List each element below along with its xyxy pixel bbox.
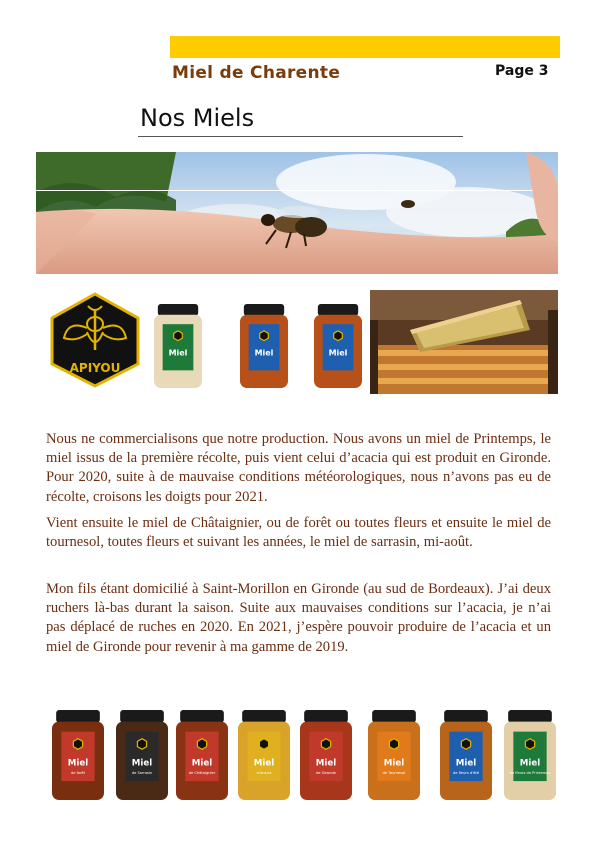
jar-lid xyxy=(318,304,358,316)
jar-lid xyxy=(444,710,488,723)
jar-hex-icon xyxy=(174,331,183,341)
jar-lid xyxy=(180,710,224,723)
honey-jar xyxy=(368,710,420,800)
jar-brand: Miel xyxy=(131,758,153,769)
jar-variety: de fleurs de Printemps xyxy=(509,771,551,776)
jar-hex-icon xyxy=(461,739,470,750)
section-title: Nos Miels xyxy=(140,104,255,132)
jar-brand: Miel xyxy=(455,758,477,769)
paragraph-gironde: Mon fils étant domicilié à Saint-Morillon en Gironde (au sud de Bordeaux). J’ai deux ruchers là-bas durant la saison. Suite aux mauvaises conditions sur l’acacia, je n’ai pas déplacé de ruches en 2020. En 2021, j’espère pouvoir produire de l’acacia et un miel de Gironde pour revenir à ma gamme de 2019. xyxy=(46,581,551,655)
jar-hex-icon xyxy=(334,331,343,341)
jar-lid xyxy=(120,710,164,723)
honey-jar xyxy=(116,710,168,800)
honey-jar xyxy=(440,710,492,800)
honey-jar xyxy=(314,304,362,388)
jar-lid xyxy=(372,710,416,723)
jar-brand: Miel xyxy=(328,348,348,358)
honey-jar xyxy=(238,710,290,800)
jar-lid xyxy=(508,710,552,723)
jar-brand: Miel xyxy=(383,758,405,769)
bee-on-finger-photo xyxy=(36,152,558,274)
honey-jar xyxy=(176,710,228,800)
jar-lid xyxy=(304,710,348,723)
honey-jar xyxy=(240,304,288,388)
paragraph-varieties: Vient ensuite le miel de Châtaignier, ou de forêt ou toutes fleurs et ensuite le miel de tournesol, toutes fleurs et suivant les années, le miel de sarrasin, mi-août. xyxy=(46,515,551,551)
jar-lid xyxy=(242,710,286,723)
jar-lid xyxy=(244,304,284,316)
title-underline xyxy=(138,136,463,137)
jar-brand: Miel xyxy=(253,758,275,769)
jar-hex-icon xyxy=(137,739,146,750)
page-number: Page 3 xyxy=(495,63,549,79)
jar-variety: de Sarrasin xyxy=(131,771,153,776)
jar-variety: de Tournesol xyxy=(382,771,406,776)
jar-hex-icon xyxy=(525,739,534,750)
jar-hex-icon xyxy=(73,739,82,750)
jar-variety: de fleurs d'été xyxy=(453,771,479,776)
header-title: Miel de Charente xyxy=(172,63,341,83)
jar-brand: Miel xyxy=(519,758,541,769)
honey-jar xyxy=(154,304,202,388)
jar-hex-icon xyxy=(197,739,206,750)
jar-brand: Miel xyxy=(254,348,274,358)
honey-jar xyxy=(504,710,556,800)
jar-variety: de Châtaignier xyxy=(188,771,216,776)
jar-brand: Miel xyxy=(67,758,89,769)
header-accent-bar xyxy=(170,36,560,58)
jar-hex-icon xyxy=(260,331,269,341)
jar-hex-icon xyxy=(389,739,398,750)
jar-variety: de forêt xyxy=(70,771,86,776)
honey-jar xyxy=(52,710,104,800)
jar-variety: de Gironde xyxy=(316,771,336,776)
paragraph-production: Nous ne commercialisons que notre production. Nous avons un miel de Printemps, le miel issus de la première récolte, puis vient celui d’acacia qui est produit en Gironde. Pour 2020, suite à de mauvaise conditions météorologiques, nous n’avons pas eu de récolte, croisons les doigts pour 2021. xyxy=(46,431,551,505)
jar-lid xyxy=(56,710,100,723)
apiyou-logo xyxy=(50,292,140,388)
jar-brand: Miel xyxy=(191,758,213,769)
jar-hex-icon xyxy=(321,739,330,750)
jar-lid xyxy=(158,304,198,316)
jar-variety: d'Acacia xyxy=(256,771,272,776)
logo-text: APIYOU xyxy=(69,361,121,375)
jar-brand: Miel xyxy=(315,758,337,769)
jar-hex-icon xyxy=(259,739,268,750)
jar-brand: Miel xyxy=(168,348,188,358)
honey-jar xyxy=(300,710,352,800)
hive-frame-photo xyxy=(370,290,558,394)
